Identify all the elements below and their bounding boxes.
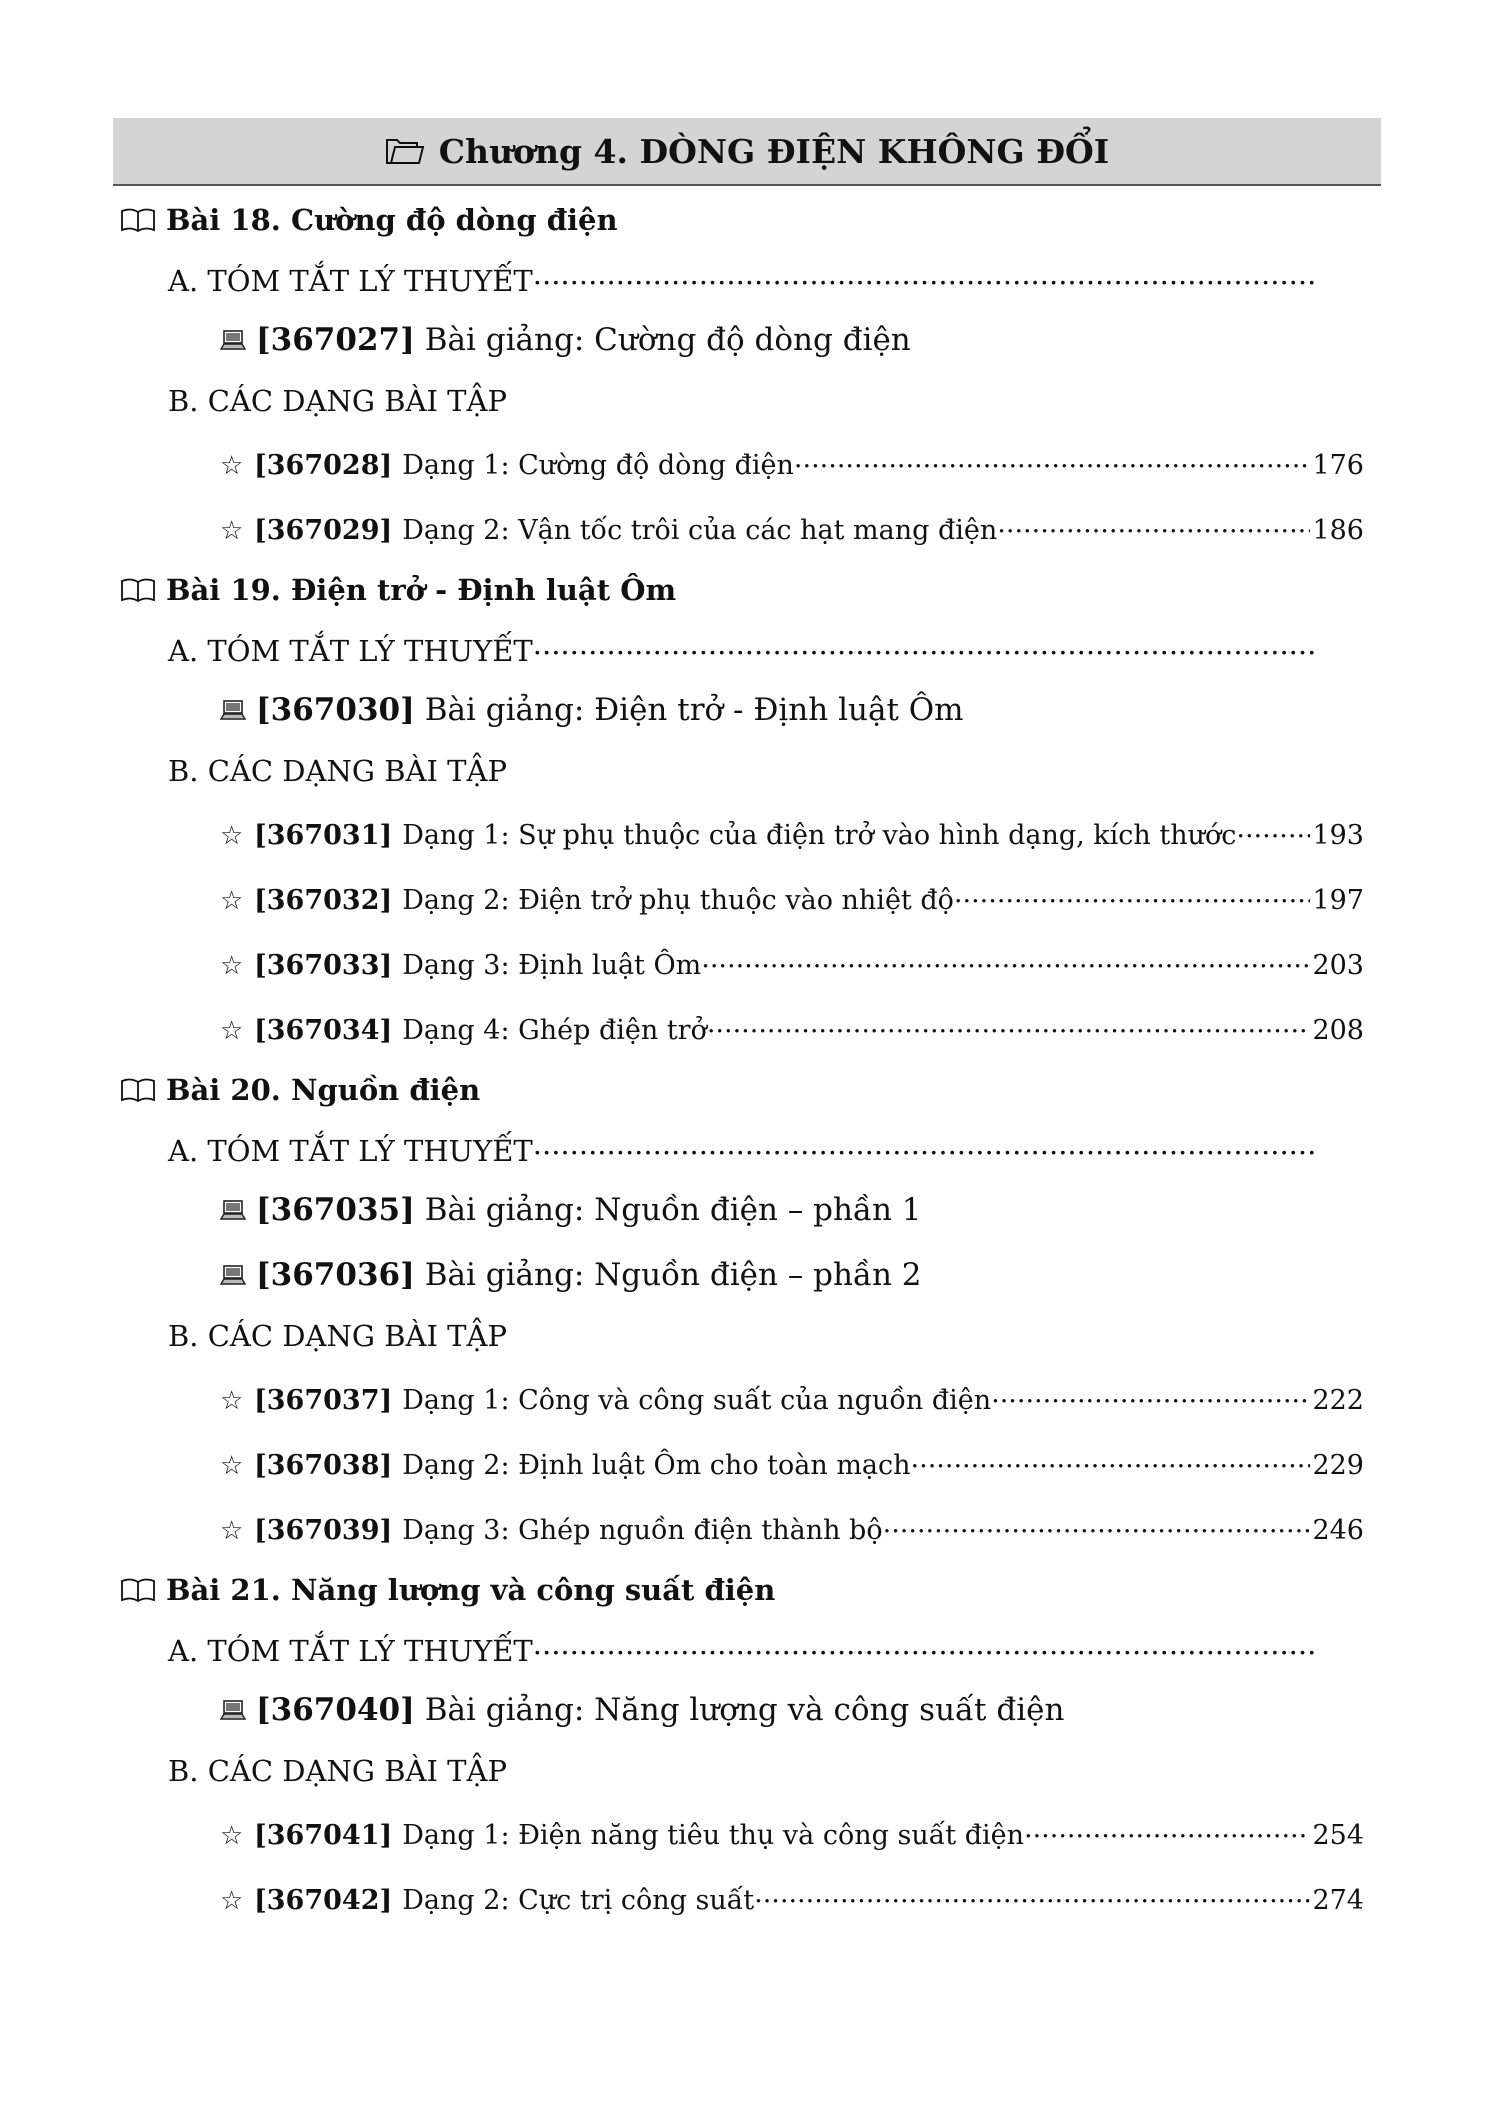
item-code: [367038] [254,1450,393,1481]
toc-item[interactable] [220,1882,1364,1916]
dot-leader [991,1382,1310,1409]
dot-leader [954,882,1311,909]
computer-icon [220,1264,246,1286]
item-text: Dạng 1: Cường độ dòng điện [402,450,794,481]
lecture-row[interactable] [220,1192,922,1228]
toc-item[interactable] [220,447,1364,481]
star-icon: ☆ [220,1886,244,1916]
page-number: 203 [1312,950,1364,981]
book-icon [120,577,156,603]
lecture-row[interactable] [220,1692,1064,1728]
exercises-label: B. CÁC DẠNG BÀI TẬP [168,1319,507,1353]
item-text: Dạng 2: Vận tốc trôi của các hạt mang điện [402,515,998,546]
exercises-label: B. CÁC DẠNG BÀI TẬP [168,384,507,418]
item-code: [367033] [254,950,393,981]
chapter-header [113,118,1381,186]
exercises-row [168,1754,507,1788]
computer-icon [220,1699,246,1721]
item-text: Dạng 4: Ghép điện trở [402,1015,707,1046]
theory-label: A. TÓM TẮT LÝ THUYẾT [168,264,533,298]
lesson-title-row[interactable] [120,1073,480,1107]
item-code: [367029] [254,515,393,546]
computer-icon [220,1199,246,1221]
lesson-title-row[interactable] [120,573,676,607]
item-text: Dạng 1: Điện năng tiêu thụ và công suất điện [402,1820,1024,1851]
star-icon: ☆ [220,1451,244,1481]
lecture-text: Bài giảng: Cường độ dòng điện [424,322,911,358]
lecture-code: [367040] [256,1692,415,1728]
computer-icon [220,699,246,721]
dot-leader [1024,1817,1310,1844]
book-icon [120,1077,156,1103]
lecture-text: Bài giảng: Năng lượng và công suất điện [424,1692,1065,1728]
toc-item[interactable] [220,882,1364,916]
theory-label: A. TÓM TẮT LÝ THUYẾT [168,1634,533,1668]
lesson-title: Bài 20. Nguồn điện [166,1073,481,1107]
item-code: [367039] [254,1515,393,1546]
lecture-row[interactable] [220,692,964,728]
item-text: Dạng 2: Điện trở phụ thuộc vào nhiệt độ [402,885,954,916]
page-number: 246 [1312,1515,1364,1546]
computer-icon [220,329,246,351]
toc-item[interactable] [220,817,1364,851]
exercises-row [168,1319,507,1353]
page-number: 186 [1312,515,1364,546]
exercises-row [168,754,507,788]
lecture-text: Bài giảng: Nguồn điện – phần 1 [424,1192,922,1228]
theory-row[interactable] [168,262,1318,298]
lecture-row[interactable] [220,1257,922,1293]
dot-leader [754,1882,1310,1909]
lecture-code: [367035] [256,1192,415,1228]
page-number: 197 [1312,885,1364,916]
star-icon: ☆ [220,886,244,916]
page-number: 229 [1312,1450,1364,1481]
dot-leader [701,947,1310,974]
star-icon: ☆ [220,451,244,481]
star-icon: ☆ [220,516,244,546]
toc-item[interactable] [220,947,1364,981]
exercises-label: B. CÁC DẠNG BÀI TẬP [168,754,507,788]
page-number: 274 [1312,1885,1364,1916]
item-text: Dạng 2: Định luật Ôm cho toàn mạch [402,1450,911,1481]
page-number: 193 [1312,820,1364,851]
lecture-row[interactable] [220,322,911,358]
exercises-label: B. CÁC DẠNG BÀI TẬP [168,1754,507,1788]
chapter-title-wrap [385,132,1110,171]
toc-item[interactable] [220,1447,1364,1481]
dot-leader [997,512,1310,539]
page-number: 254 [1312,1820,1364,1851]
toc-item[interactable] [220,1512,1364,1546]
exercises-row [168,384,507,418]
dot-leader [533,262,1318,291]
theory-label: A. TÓM TẮT LÝ THUYẾT [168,634,533,668]
lecture-text: Bài giảng: Nguồn điện – phần 2 [424,1257,922,1293]
book-icon [120,207,156,233]
folder-icon [385,137,425,165]
chapter-title: Chương 4. DÒNG ĐIỆN KHÔNG ĐỔI [438,131,1110,171]
theory-label: A. TÓM TẮT LÝ THUYẾT [168,1134,533,1168]
star-icon: ☆ [220,1386,244,1416]
item-code: [367034] [254,1015,393,1046]
theory-row[interactable] [168,1132,1318,1168]
dot-leader [911,1447,1311,1474]
lesson-title: Bài 19. Điện trở - Định luật Ôm [166,573,677,607]
toc-item[interactable] [220,512,1364,546]
dot-leader [533,1132,1318,1161]
page-number: 208 [1312,1015,1364,1046]
dot-leader [707,1012,1311,1039]
star-icon: ☆ [220,1821,244,1851]
dot-leader [533,1632,1318,1661]
item-code: [367028] [254,450,393,481]
item-text: Dạng 3: Định luật Ôm [402,950,702,981]
lecture-code: [367030] [256,692,415,728]
page-number: 222 [1312,1385,1364,1416]
lesson-title: Bài 21. Năng lượng và công suất điện [166,1573,776,1607]
item-text: Dạng 1: Công và công suất của nguồn điện [402,1385,992,1416]
star-icon: ☆ [220,951,244,981]
item-code: [367031] [254,820,393,851]
lecture-code: [367027] [256,322,415,358]
item-text: Dạng 3: Ghép nguồn điện thành bộ [402,1515,883,1546]
lecture-code: [367036] [256,1257,415,1293]
star-icon: ☆ [220,1516,244,1546]
item-code: [367032] [254,885,393,916]
page-number: 176 [1312,450,1364,481]
star-icon: ☆ [220,1016,244,1046]
toc-item[interactable] [220,1382,1364,1416]
star-icon: ☆ [220,821,244,851]
item-text: Dạng 1: Sự phụ thuộc của điện trở vào hình dạng, kích thước [402,820,1237,851]
lesson-title: Bài 18. Cường độ dòng điện [166,203,618,237]
toc-item[interactable] [220,1817,1364,1851]
item-code: [367042] [254,1885,393,1916]
dot-leader [794,447,1311,474]
item-code: [367041] [254,1820,393,1851]
book-icon [120,1577,156,1603]
theory-row[interactable] [168,632,1318,668]
lesson-title-row[interactable] [120,1573,775,1607]
item-text: Dạng 2: Cực trị công suất [402,1885,755,1916]
lesson-title-row[interactable] [120,203,618,237]
theory-row[interactable] [168,1632,1318,1668]
dot-leader [1236,817,1310,844]
item-code: [367037] [254,1385,393,1416]
dot-leader [533,632,1318,661]
toc-item[interactable] [220,1012,1364,1046]
dot-leader [883,1512,1311,1539]
lecture-text: Bài giảng: Điện trở - Định luật Ôm [424,692,964,728]
